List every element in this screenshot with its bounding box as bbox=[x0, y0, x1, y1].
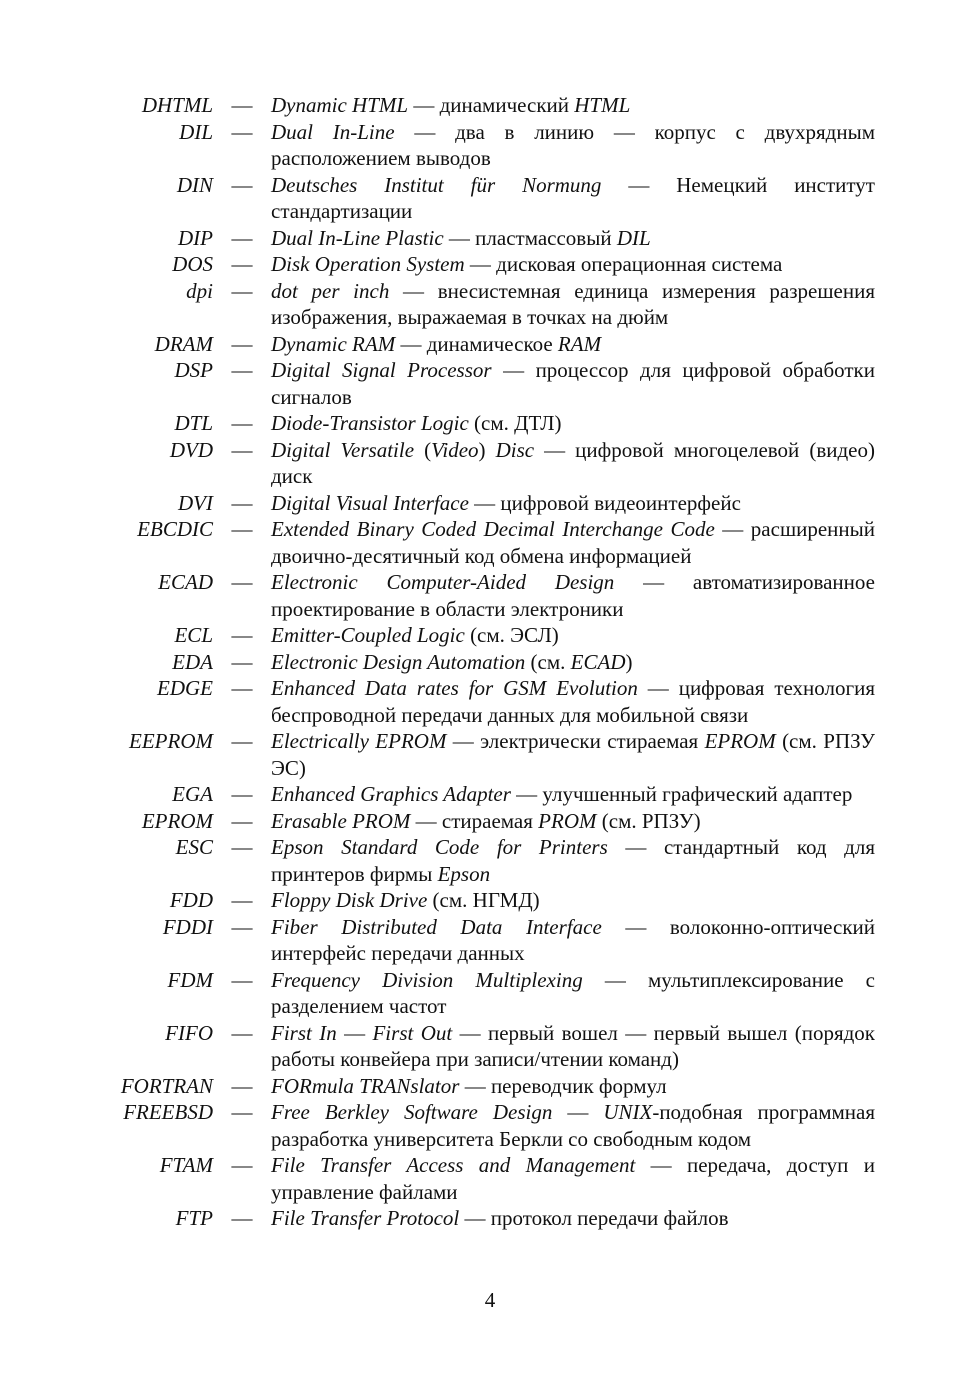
entry-dash: — bbox=[231, 437, 253, 462]
glossary-entry bbox=[0, 1020, 980, 1073]
definition-term: Dynamic HTML bbox=[271, 93, 409, 117]
entry-dash: — bbox=[231, 517, 253, 541]
definition-text: — протокол передачи файлов bbox=[459, 1206, 729, 1230]
entry-definition bbox=[271, 649, 875, 676]
definition-term: Electronic Design Automation bbox=[271, 649, 526, 674]
entry-definition bbox=[271, 410, 875, 437]
definition-term: DIL bbox=[616, 225, 651, 250]
definition-term: Digital Visual Interface bbox=[271, 490, 469, 515]
entry-dash: — bbox=[231, 729, 253, 753]
definition-term: Enhanced Graphics Adapter bbox=[271, 782, 511, 806]
definition-text: — электрически стираемая bbox=[446, 729, 705, 753]
entry-dash: — bbox=[231, 252, 253, 276]
entry-definition bbox=[271, 92, 875, 119]
definition-text: — процессор для цифровой обработки сигналов bbox=[271, 358, 875, 409]
definition-term: Frequency Division Multiplexing bbox=[271, 967, 583, 992]
definition-text: ) bbox=[478, 437, 496, 462]
entry-dash: — bbox=[231, 649, 253, 674]
definition-term: UNIX bbox=[603, 1100, 653, 1124]
entry-abbreviation: DHTML bbox=[141, 93, 213, 117]
entry-dash: — bbox=[231, 676, 253, 700]
definition-text: (см. НГМД) bbox=[427, 888, 540, 912]
entry-dash: — bbox=[231, 490, 253, 515]
definition-text: ( bbox=[414, 437, 432, 462]
glossary-entry bbox=[0, 622, 980, 649]
entry-dash: — bbox=[231, 888, 253, 912]
definition-text: (см. ДТЛ) bbox=[468, 411, 562, 435]
entry-definition bbox=[271, 887, 875, 914]
definition-text: — первый вошел — первый вышел (порядок работы конвейера при записи/чтении команд) bbox=[271, 1020, 875, 1071]
entry-dash: — bbox=[231, 1100, 253, 1124]
entry-dash: — bbox=[231, 1206, 253, 1230]
entry-definition bbox=[271, 119, 875, 172]
glossary-entry bbox=[0, 251, 980, 278]
entry-definition bbox=[271, 569, 875, 622]
glossary-entry bbox=[0, 1205, 980, 1232]
definition-text: (см. РПЗУ) bbox=[596, 808, 701, 833]
entry-dash: — bbox=[231, 1153, 253, 1177]
definition-text: — волоконно-оптический интерфейс передачи данных bbox=[271, 914, 875, 965]
glossary-entry bbox=[0, 887, 980, 914]
entry-definition bbox=[271, 675, 875, 728]
entry-abbreviation: DRAM bbox=[154, 331, 213, 356]
entry-dash: — bbox=[231, 172, 253, 197]
glossary-entry bbox=[0, 808, 980, 835]
entry-dash: — bbox=[231, 967, 253, 992]
entry-abbreviation: DVD bbox=[169, 437, 213, 462]
entry-definition bbox=[271, 728, 875, 781]
definition-text: — стираемая bbox=[410, 808, 539, 833]
glossary-entry bbox=[0, 119, 980, 172]
entry-definition bbox=[271, 278, 875, 331]
definition-term: Digital Signal Processor bbox=[271, 358, 492, 382]
definition-text: — цифровой многоцелевой (видео) диск bbox=[271, 437, 875, 488]
glossary-entry bbox=[0, 437, 980, 490]
definition-text: (см. bbox=[525, 649, 571, 674]
entry-abbreviation: ECAD bbox=[158, 570, 213, 594]
entry-abbreviation: DSP bbox=[174, 358, 213, 382]
glossary-entry bbox=[0, 331, 980, 358]
entry-dash: — bbox=[231, 782, 253, 806]
glossary-entry bbox=[0, 569, 980, 622]
entry-abbreviation: DOS bbox=[172, 252, 213, 276]
entry-abbreviation: EBCDIC bbox=[137, 517, 213, 541]
entry-dash: — bbox=[231, 278, 253, 303]
entry-dash: — bbox=[231, 835, 253, 859]
entry-definition bbox=[271, 331, 875, 358]
definition-text: -подобная программная разработка университета Беркли со свободным кодом bbox=[271, 1100, 876, 1151]
entry-abbreviation: FDDI bbox=[162, 914, 213, 939]
entry-definition bbox=[271, 967, 875, 1020]
definition-term: Enhanced Data rates for GSM Evolution bbox=[271, 676, 638, 700]
glossary-entry bbox=[0, 1073, 980, 1100]
definition-text: — bbox=[336, 1020, 373, 1045]
page-number: 4 bbox=[484, 1288, 496, 1312]
definition-term: First In bbox=[271, 1020, 337, 1045]
entry-abbreviation: FREEBSD bbox=[123, 1100, 213, 1124]
entry-dash: — bbox=[231, 225, 253, 250]
definition-term: Diode-Transistor Logic bbox=[271, 411, 469, 435]
entry-abbreviation: DTL bbox=[174, 411, 213, 435]
entry-definition bbox=[271, 490, 875, 517]
entry-dash: — bbox=[231, 570, 253, 594]
entry-dash: — bbox=[231, 623, 253, 647]
definition-text: — автоматизированное проектирование в области электроники bbox=[271, 570, 875, 621]
glossary-list bbox=[0, 92, 980, 1232]
entry-dash: — bbox=[231, 1073, 253, 1098]
entry-definition bbox=[271, 834, 875, 887]
definition-text: — bbox=[552, 1100, 604, 1124]
glossary-entry bbox=[0, 410, 980, 437]
definition-text: — два в линию — корпус с двухрядным расположением выводов bbox=[271, 119, 875, 170]
definition-text: — цифровая технология беспроводной передачи данных для мобильной связи bbox=[271, 676, 875, 727]
entry-definition bbox=[271, 1020, 875, 1073]
definition-text: — дисковая операционная система bbox=[464, 252, 783, 276]
definition-term: FORmula TRANslator bbox=[271, 1073, 460, 1098]
entry-definition bbox=[271, 437, 875, 490]
definition-text: — мультиплексирование с разделением частот bbox=[271, 967, 875, 1018]
glossary-entry bbox=[0, 278, 980, 331]
entry-dash: — bbox=[231, 358, 253, 382]
entry-abbreviation: EPROM bbox=[141, 808, 213, 833]
definition-term: PROM bbox=[538, 808, 597, 833]
entry-definition bbox=[271, 1073, 875, 1100]
entry-dash: — bbox=[231, 93, 253, 117]
entry-abbreviation: EGA bbox=[172, 782, 213, 806]
entry-dash: — bbox=[231, 411, 253, 435]
definition-term: Epson Standard Code for Printers bbox=[271, 835, 608, 859]
entry-abbreviation: DVI bbox=[178, 490, 213, 515]
entry-abbreviation: dpi bbox=[186, 278, 213, 303]
definition-term: RAM bbox=[557, 331, 602, 356]
entry-abbreviation: FTP bbox=[175, 1206, 213, 1230]
entry-definition bbox=[271, 1152, 875, 1205]
definition-term: Electronic Computer-Aided Design bbox=[271, 570, 615, 594]
entry-abbreviation: ECL bbox=[174, 623, 213, 647]
entry-abbreviation: ESC bbox=[175, 835, 213, 859]
definition-term: File Transfer Access and Management bbox=[271, 1153, 636, 1177]
entry-dash: — bbox=[231, 119, 253, 144]
entry-abbreviation: EDGE bbox=[157, 676, 213, 700]
definition-term: Disc bbox=[495, 437, 535, 462]
entry-definition bbox=[271, 251, 875, 278]
entry-abbreviation: EDA bbox=[172, 649, 213, 674]
entry-definition bbox=[271, 1099, 875, 1152]
definition-term: Floppy Disk Drive bbox=[271, 888, 428, 912]
entry-definition bbox=[271, 172, 875, 225]
entry-definition bbox=[271, 781, 875, 808]
entry-abbreviation: FIFO bbox=[165, 1020, 213, 1045]
definition-text: — цифровой видеоинтерфейс bbox=[468, 490, 741, 515]
definition-term: dot per inch bbox=[271, 278, 390, 303]
entry-definition bbox=[271, 225, 875, 252]
definition-text: — улучшенный графический адаптер bbox=[510, 782, 853, 806]
definition-term: Electrically EPROM bbox=[271, 729, 447, 753]
entry-abbreviation: DIL bbox=[179, 119, 213, 144]
definition-term: Epson bbox=[437, 861, 491, 886]
entry-definition bbox=[271, 622, 875, 649]
glossary-entry bbox=[0, 92, 980, 119]
glossary-entry bbox=[0, 357, 980, 410]
entry-abbreviation: FDD bbox=[169, 888, 213, 912]
definition-term: Deutsches Institut für Normung bbox=[271, 172, 602, 197]
definition-text: — переводчик формул bbox=[459, 1073, 667, 1098]
definition-text: — расширенный двоично-десятичный код обмена информацией bbox=[271, 517, 876, 568]
entry-abbreviation: DIN bbox=[176, 172, 213, 197]
definition-term: First Out bbox=[372, 1020, 453, 1045]
definition-term: Extended Binary Coded Decimal Interchange Code bbox=[271, 517, 715, 541]
definition-term: Video bbox=[431, 437, 479, 462]
glossary-entry bbox=[0, 675, 980, 728]
definition-term: Erasable PROM bbox=[271, 808, 411, 833]
glossary-entry bbox=[0, 490, 980, 517]
entry-abbreviation: FDM bbox=[167, 967, 213, 992]
entry-definition bbox=[271, 808, 875, 835]
glossary-entry bbox=[0, 781, 980, 808]
entry-definition bbox=[271, 516, 875, 569]
glossary-entry bbox=[0, 225, 980, 252]
entry-dash: — bbox=[231, 331, 253, 356]
entry-definition bbox=[271, 1205, 875, 1232]
definition-term: Free Berkley Software Design bbox=[271, 1100, 553, 1124]
definition-text: (см. РПЗУ ЭС) bbox=[271, 729, 875, 780]
entry-abbreviation: FORTRAN bbox=[120, 1073, 213, 1098]
entry-dash: — bbox=[231, 914, 253, 939]
entry-abbreviation: FTAM bbox=[159, 1153, 213, 1177]
glossary-entry bbox=[0, 1152, 980, 1205]
definition-text: ) bbox=[625, 649, 633, 674]
definition-text: — внесистемная единица измерения разрешения изображения, выражаемая в точках на дюйм bbox=[271, 278, 875, 329]
glossary-entry bbox=[0, 728, 980, 781]
glossary-entry bbox=[0, 172, 980, 225]
definition-text: — динамический bbox=[408, 93, 575, 117]
entry-abbreviation: DIP bbox=[178, 225, 213, 250]
definition-term: Dynamic RAM bbox=[271, 331, 396, 356]
definition-term: Emitter-Coupled Logic bbox=[271, 623, 465, 647]
definition-text: — Немецкий институт стандартизации bbox=[271, 172, 875, 223]
glossary-entry bbox=[0, 834, 980, 887]
glossary-entry bbox=[0, 914, 980, 967]
entry-dash: — bbox=[231, 1020, 253, 1045]
definition-term: File Transfer Protocol bbox=[271, 1206, 460, 1230]
definition-term: Fiber Distributed Data Interface bbox=[271, 914, 602, 939]
definition-term: EPROM bbox=[704, 729, 776, 753]
entry-definition bbox=[271, 357, 875, 410]
definition-term: Dual In-Line bbox=[271, 119, 395, 144]
glossary-entry bbox=[0, 516, 980, 569]
definition-term: HTML bbox=[574, 93, 631, 117]
definition-term: Digital Versatile bbox=[271, 437, 415, 462]
entry-dash: — bbox=[231, 808, 253, 833]
definition-text: — стандартный код для принтеров фирмы bbox=[271, 835, 875, 886]
definition-text: (см. ЭСЛ) bbox=[464, 623, 559, 647]
definition-term: ECAD bbox=[570, 649, 626, 674]
glossary-entry bbox=[0, 649, 980, 676]
entry-abbreviation: EEPROM bbox=[129, 729, 213, 753]
definition-text: — пластмассовый bbox=[443, 225, 617, 250]
definition-text: — динамическое bbox=[395, 331, 558, 356]
definition-text: — передача, доступ и управление файлами bbox=[271, 1153, 875, 1204]
glossary-entry bbox=[0, 1099, 980, 1152]
glossary-entry bbox=[0, 967, 980, 1020]
definition-term: Disk Operation System bbox=[271, 252, 465, 276]
definition-term: Dual In-Line Plastic bbox=[271, 225, 444, 250]
entry-definition bbox=[271, 914, 875, 967]
